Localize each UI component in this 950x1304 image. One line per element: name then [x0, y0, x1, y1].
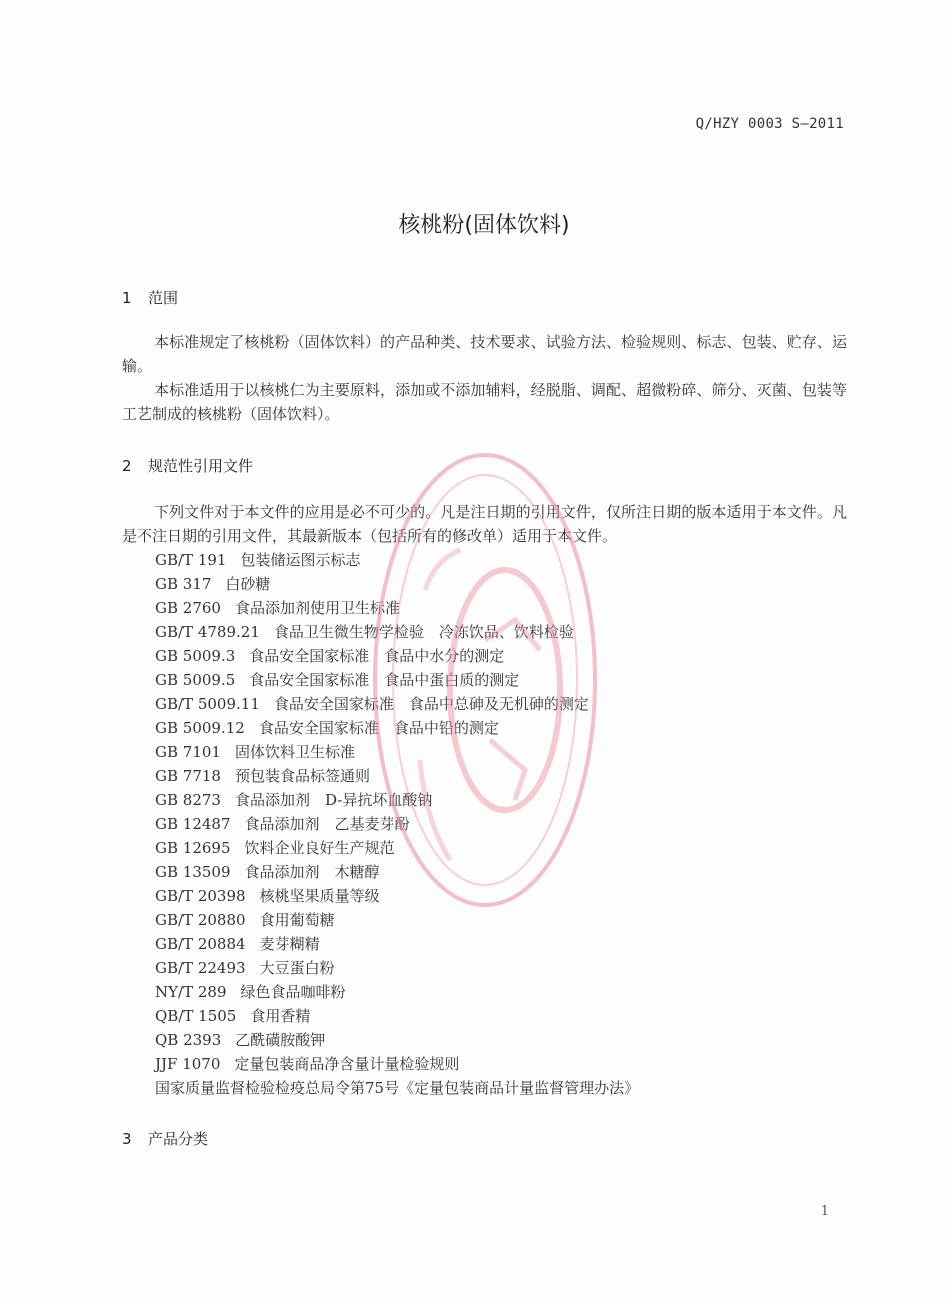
reference-list: [155, 548, 639, 1100]
reference-code: GB 8273: [155, 791, 221, 809]
section-title: 产品分类: [148, 1130, 209, 1148]
section-number: 2: [122, 457, 132, 475]
reference-code: GB/T 22493: [155, 959, 246, 977]
document-title: 核桃粉(固体饮料): [398, 213, 570, 238]
reference-item: [155, 836, 639, 860]
reference-name: 食品安全国家标准 食品中总砷及无机砷的测定: [273, 695, 589, 713]
reference-name: 麦芽糊精: [259, 935, 320, 953]
reference-code: JJF 1070: [155, 1055, 221, 1073]
reference-item: [155, 596, 639, 620]
scope-paragraph-1: 本标准规定了核桃粉（固体饮料）的产品种类、技术要求、试验方法、检验规则、标志、包装、贮存、运输。: [122, 333, 847, 375]
reference-name: 食品安全国家标准 食品中水分的测定: [249, 647, 505, 665]
reference-item: [155, 932, 639, 956]
reference-item: [155, 956, 639, 980]
reference-code: GB 13509: [155, 863, 231, 881]
scope-paragraph-2: 本标准适用于以核桃仁为主要原料，添加或不添加辅料，经脱脂、调配、超微粉碎、筛分、灭菌、包装等工艺制成的核桃粉（固体饮料）。: [122, 381, 847, 423]
standard-code: Q/HZY 0003 S—2011: [695, 116, 844, 132]
reference-name: 白砂糖: [225, 575, 271, 593]
reference-code: GB/T 20398: [155, 887, 246, 905]
reference-code: GB 12487: [155, 815, 231, 833]
page-number: 1: [820, 1204, 829, 1219]
reference-name: 固体饮料卫生标准: [234, 743, 355, 761]
section-number: 1: [122, 289, 132, 307]
section-title: 范围: [148, 289, 179, 307]
reference-code: GB/T 20884: [155, 935, 246, 953]
reference-item: [155, 644, 639, 668]
reference-item: [155, 692, 639, 716]
reference-code: GB 5009.5: [155, 671, 236, 689]
reference-name: 食品添加剂 乙基麦芽酚: [244, 815, 410, 833]
reference-item: [155, 1076, 639, 1100]
reference-code: GB 317: [155, 575, 212, 593]
reference-item: [155, 908, 639, 932]
reference-item: [155, 572, 639, 596]
reference-code: GB/T 191: [155, 551, 227, 569]
reference-item: [155, 1004, 639, 1028]
reference-name: 预包装食品标签通则: [234, 767, 370, 785]
reference-code: GB 5009.12: [155, 719, 245, 737]
section-heading-classification: [122, 1128, 208, 1149]
reference-code: GB 2760: [155, 599, 221, 617]
reference-name: 绿色食品咖啡粉: [240, 983, 346, 1001]
reference-name: 食品安全国家标准 食品中铅的测定: [258, 719, 499, 737]
reference-name: 包装储运图示标志: [240, 551, 361, 569]
reference-item: [155, 668, 639, 692]
reference-item: [155, 548, 639, 572]
reference-code: GB/T 5009.11: [155, 695, 260, 713]
reference-code: GB 7718: [155, 767, 221, 785]
reference-name: 国家质量监督检验检疫总局令第75号《定量包装商品计量监督管理办法》: [155, 1079, 640, 1097]
reference-name: 核桃坚果质量等级: [259, 887, 380, 905]
section-heading-scope: [122, 287, 178, 308]
reference-code: QB 2393: [155, 1031, 222, 1049]
reference-code: GB/T 4789.21: [155, 623, 260, 641]
reference-item: [155, 764, 639, 788]
reference-item: [155, 980, 639, 1004]
reference-code: QB/T 1505: [155, 1007, 237, 1025]
reference-item: [155, 788, 639, 812]
reference-code: GB/T 20880: [155, 911, 246, 929]
reference-name: 食用香精: [250, 1007, 311, 1025]
reference-item: [155, 1052, 639, 1076]
reference-item: [155, 1028, 639, 1052]
section-heading-references: [122, 455, 253, 476]
reference-code: GB 12695: [155, 839, 231, 857]
reference-name: 食品卫生微生物学检验 冷冻饮品、饮料检验: [273, 623, 574, 641]
reference-name: 大豆蛋白粉: [259, 959, 335, 977]
reference-item: [155, 884, 639, 908]
reference-name: 食品添加剂 木糖醇: [244, 863, 380, 881]
reference-name: 饮料企业良好生产规范: [244, 839, 395, 857]
references-intro: 下列文件对于本文件的应用是必不可少的。凡是注日期的引用文件，仅所注日期的版本适用于本文件。凡是不注日期的引用文件，其最新版本（包括所有的修改单）适用于本文件。: [122, 503, 847, 545]
section-number: 3: [122, 1130, 132, 1148]
reference-name: 食品添加剂使用卫生标准: [234, 599, 400, 617]
reference-item: [155, 620, 639, 644]
reference-item: [155, 740, 639, 764]
reference-item: [155, 716, 639, 740]
reference-code: GB 5009.3: [155, 647, 236, 665]
section-title: 规范性引用文件: [148, 457, 254, 475]
reference-name: 乙酰磺胺酸钾: [235, 1031, 326, 1049]
reference-code: GB 7101: [155, 743, 221, 761]
reference-name: 定量包装商品净含量计量检验规则: [234, 1055, 460, 1073]
reference-item: [155, 860, 639, 884]
reference-item: [155, 812, 639, 836]
reference-name: 食用葡萄糖: [259, 911, 335, 929]
reference-code: NY/T 289: [155, 983, 227, 1001]
reference-name: 食品添加剂 D-异抗坏血酸钠: [234, 791, 433, 809]
reference-name: 食品安全国家标准 食品中蛋白质的测定: [249, 671, 520, 689]
